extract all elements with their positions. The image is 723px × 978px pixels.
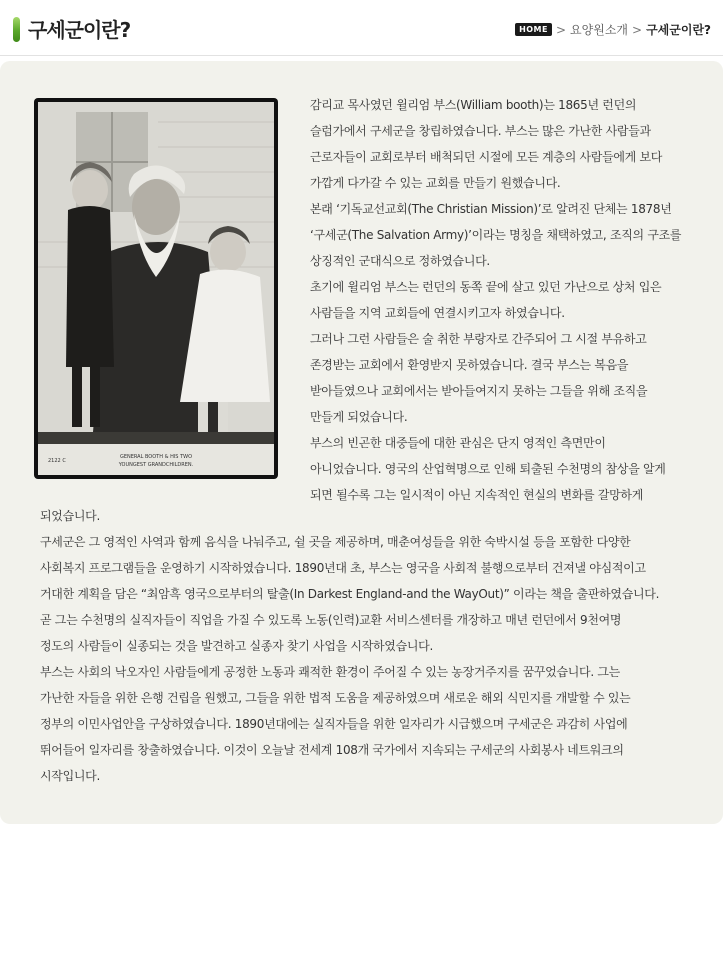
body-line: 되었습니다.	[40, 509, 100, 523]
body-line: 상징적인 군대식으로 정하였습니다.	[310, 254, 490, 268]
body-line: 아니었습니다. 영국의 산업혁명으로 인해 퇴출된 수천명의 참상을 알게	[310, 462, 666, 476]
page-header	[0, 0, 723, 56]
body-line: 그러나 그런 사람들은 술 취한 부랑자로 간주되어 그 시절 부유하고	[310, 332, 647, 346]
body-line: 받아들였으나 교회에서는 받아들여지지 못하는 그들을 위해 조직을	[310, 384, 648, 398]
photo-plate-number: 2122 C	[48, 458, 66, 464]
body-line: 구세군은 그 영적인 사역과 함께 음식을 나눠주고, 쉴 곳을 제공하며, 매춘여성들을 위한 숙박시설 등을 포함한 다양한	[40, 535, 631, 549]
body-line: 부스의 빈곤한 대중들에 대한 관심은 단지 영적인 측면만이	[310, 436, 606, 450]
body-line: 거대한 계획을 담은 “최암흑 영국으로부터의 탈출(In Darkest England-and the WayOut)” 이라는 책을 출판하였습니다.	[40, 587, 660, 601]
title-marker-icon	[13, 17, 20, 42]
photo-caption-line2: YOUNGEST GRANDCHILDREN.	[118, 462, 194, 468]
body-line: 가깝게 다가갈 수 있는 교회를 만들기 원했습니다.	[310, 176, 561, 190]
body-line: 만들게 되었습니다.	[310, 410, 408, 424]
body-line: 시작입니다.	[40, 769, 100, 783]
body-line: 뛰어들어 일자리를 창출하였습니다. 이것이 오늘날 전세계 108개 국가에서 지속되는 구세군의 사회봉사 네트워크의	[40, 743, 624, 757]
breadcrumb-item-current: 구세군이란?	[646, 23, 711, 37]
content-panel	[0, 61, 723, 824]
body-line: 정도의 사람들이 실종되는 것을 발견하고 실종자 찾기 사업을 시작하였습니다.	[40, 639, 433, 653]
body-line: 감리교 목사였던 윌리엄 부스(William booth)는 1865년 런던의	[310, 98, 637, 112]
photo-illustration	[38, 102, 274, 475]
body-line: 초기에 윌리엄 부스는 런던의 동쪽 끝에 살고 있던 가난으로 상처 입은	[310, 280, 662, 294]
chevron-right-icon: >	[632, 22, 643, 37]
body-line: 사회복지 프로그램들을 운영하기 시작하였습니다. 1890년대 초, 부스는 영국을 사회적 불행으로부터 건져낼 야심적이고	[40, 561, 646, 575]
body-line: 본래 ‘기독교선교회(The Christian Mission)’로 알려진 단체는 1878년	[310, 202, 672, 216]
breadcrumb	[515, 21, 711, 38]
body-line: 근로자들이 교회로부터 배척되던 시절에 모든 계층의 사람들에게 보다	[310, 150, 663, 164]
body-line: 슬럼가에서 구세군을 창립하였습니다. 부스는 많은 가난한 사람들과	[310, 124, 651, 138]
booth-photo	[34, 98, 278, 479]
breadcrumb-home-link[interactable]: HOME	[515, 23, 552, 36]
body-line: 곧 그는 수천명의 실직자들이 직업을 가질 수 있도록 노동(인력)교환 서비스센터를 개장하고 매년 런던에서 9천여명	[40, 613, 622, 627]
photo-caption-line1: GENERAL BOOTH & HIS TWO	[119, 454, 193, 460]
body-line: ‘구세군(The Salvation Army)’이라는 명칭을 채택하였고, 조직의 구조를	[310, 228, 682, 242]
page-title: 구세군이란?	[28, 18, 131, 42]
breadcrumb-item-intro[interactable]: 요양원소개	[570, 23, 629, 37]
body-line: 존경받는 교회에서 환영받지 못하였습니다. 결국 부스는 복음을	[310, 358, 629, 372]
body-line: 되면 될수록 그는 일시적이 아닌 지속적인 현실의 변화를 갈망하게	[310, 488, 644, 502]
body-line: 가난한 자들을 위한 은행 건립을 원했고, 그들을 위한 법적 도움을 제공하였으며 새로운 해외 식민지를 개발할 수 있는	[40, 691, 631, 705]
chevron-right-icon: >	[555, 22, 567, 37]
body-line: 정부의 이민사업안을 구상하였습니다. 1890년대에는 실직자들을 위한 일자리가 시급했으며 구세군은 과감히 사업에	[40, 717, 628, 731]
body-line: 부스는 사회의 낙오자인 사람들에게 공정한 노동과 쾌적한 환경이 주어질 수 있는 농장거주지를 꿈꾸었습니다. 그는	[40, 665, 620, 679]
body-line: 사람들을 지역 교회들에 연결시키고자 하였습니다.	[310, 306, 565, 320]
